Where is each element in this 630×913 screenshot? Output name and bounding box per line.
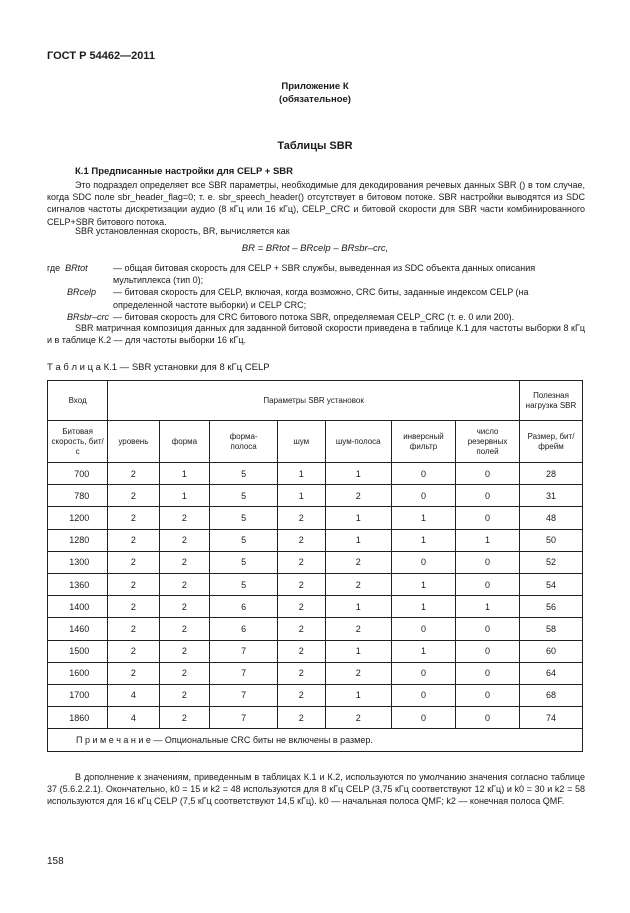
table-cell: 1460 [48, 618, 108, 640]
table-cell: 68 [519, 684, 582, 706]
definition-symbol: BRcelp [67, 287, 97, 298]
table-cell: 2 [277, 507, 325, 529]
table-cell: 2 [108, 529, 159, 551]
table-cell: 2 [277, 684, 325, 706]
table-cell: 0 [391, 684, 455, 706]
table-row [48, 640, 583, 662]
header-params: Параметры SBR установок [108, 381, 520, 421]
table-row [48, 662, 583, 684]
table-cell: 1860 [48, 707, 108, 729]
table-cell: 0 [456, 640, 520, 662]
table-cell: 2 [159, 573, 210, 595]
table-cell: 2 [277, 573, 325, 595]
table-cell: 2 [159, 662, 210, 684]
table-cell: 5 [210, 573, 278, 595]
header-input: Вход [48, 381, 108, 421]
table-cell: 2 [108, 618, 159, 640]
table-cell: 0 [456, 463, 520, 485]
table-row [48, 529, 583, 551]
definition-text: — общая битовая скорость для CELP + SBR службы, выведенная из SDC объекта данных описания мультиплекса (тип 0); [113, 263, 536, 286]
paragraph-intro-text: Это подраздел определяет все SBR параметры, необходимые для декодирования речевых данных SBR () в том случае, когда SDC поле sbr_header_flag=0; т. е. sbr_speech_header() отсутствует в битовом потоке. SBR настройки выводятся из SDC сигналов частоты дискретизации аудио (8 кГц или 16 кГц), CELP_CRC и битовой скорости для SBR части комбинированного CELP+SBR битового потока. [47, 180, 585, 227]
table-cell: 2 [325, 707, 391, 729]
table-cell: 7 [210, 707, 278, 729]
table-cell: 1600 [48, 662, 108, 684]
table-cell: 5 [210, 551, 278, 573]
table-body [48, 463, 583, 752]
table-cell: 5 [210, 463, 278, 485]
table-cell: 1 [325, 463, 391, 485]
table-cell: 31 [519, 485, 582, 507]
table-cell: 0 [456, 662, 520, 684]
table-cell: 1 [325, 507, 391, 529]
table-cell: 0 [456, 485, 520, 507]
table-cell: 1280 [48, 529, 108, 551]
table-cell: 1 [391, 573, 455, 595]
table-row [48, 507, 583, 529]
table-cell: 1200 [48, 507, 108, 529]
table-cell: 0 [456, 551, 520, 573]
table-cell: 74 [519, 707, 582, 729]
table-cell: 7 [210, 640, 278, 662]
table-cell: 1 [456, 529, 520, 551]
annex-status: (обязательное) [279, 94, 351, 105]
table-cell: 1 [391, 529, 455, 551]
table-cell: 56 [519, 596, 582, 618]
table-cell: 2 [159, 529, 210, 551]
table-cell: 50 [519, 529, 582, 551]
table-row [48, 573, 583, 595]
table-cell: 6 [210, 618, 278, 640]
definition-prefix: где [47, 263, 61, 273]
table-cell: 2 [159, 640, 210, 662]
table-cell: 2 [277, 596, 325, 618]
subsection-title: К.1 Предписанные настройки для CELP + SBR [75, 166, 294, 177]
paragraph-intro [47, 179, 585, 228]
table-cell: 0 [391, 485, 455, 507]
table-cell: 6 [210, 596, 278, 618]
paragraph-defaults: В дополнение к значениям, приведенным в таблицах К.1 и К.2, используются по умолчанию значения согласно таблице 37 (5.6.2.2.1). Окончательно, k0 = 15 и k2 = 48 используются для 8 кГц CELP (3,75 кГц соответствуют 12 кГц) и k0 = 30 и k2 = 58 используются для 16 кГц CELP (7,5 кГц соответствуют 14,5 кГц). k0 — начальная полоса QMF; k2 — конечная полоса QMF. [47, 772, 585, 807]
table-cell: 5 [210, 507, 278, 529]
paragraph-rate: SBR установленная скорость, BR, вычисляется как [75, 226, 290, 236]
table-cell: 2 [108, 596, 159, 618]
table-cell: 0 [456, 507, 520, 529]
col-shape: форма [159, 421, 210, 463]
table-cell: 2 [277, 707, 325, 729]
table-cell: 1300 [48, 551, 108, 573]
table-cell: 1500 [48, 640, 108, 662]
definition-row [47, 262, 585, 286]
table-note-row [48, 729, 583, 752]
table-cell: 2 [277, 662, 325, 684]
definition-symbol: BRsbr–crc [67, 311, 110, 322]
table-cell: 2 [108, 551, 159, 573]
definition-symbol: BRtot [65, 263, 88, 273]
table-row [48, 463, 583, 485]
definition-label [47, 286, 113, 310]
table-cell: 60 [519, 640, 582, 662]
definitions [47, 262, 585, 323]
table-cell: 0 [391, 662, 455, 684]
col-inverse-filter: инверсный фильтр [391, 421, 455, 463]
col-size: Размер, бит/фрейм [519, 421, 582, 463]
table-cell: 0 [391, 463, 455, 485]
table-row [48, 485, 583, 507]
table-cell: 2 [108, 463, 159, 485]
table-cell: 1360 [48, 573, 108, 595]
table-cell: 2 [159, 618, 210, 640]
paragraph-matrix: SBR матричная композиция данных для заданной битовой скорости приведена в таблице К.1 для частоты выборки 8 кГц и в таблице К.2 — для частоты выборки 16 кГц. [47, 323, 585, 346]
table-cell: 1 [391, 507, 455, 529]
table-cell: 0 [456, 684, 520, 706]
table-cell: 1 [277, 463, 325, 485]
table-cell: 7 [210, 662, 278, 684]
table-cell: 64 [519, 662, 582, 684]
section-title: Таблицы SBR [277, 140, 353, 152]
table-cell: 2 [159, 596, 210, 618]
table-cell: 780 [48, 485, 108, 507]
table-cell: 1 [391, 596, 455, 618]
table-row [48, 596, 583, 618]
sbr-table [47, 380, 583, 752]
annex-heading [0, 80, 630, 106]
table-cell: 48 [519, 507, 582, 529]
table-cell: 1700 [48, 684, 108, 706]
definition-text: — битовая скорость для CRC битового потока SBR, определяемая CELP_CRC (т. е. 0 или 200). [113, 311, 515, 322]
table-cell: 2 [277, 618, 325, 640]
table-cell: 1 [391, 640, 455, 662]
table-cell: 2 [159, 707, 210, 729]
table-cell: 2 [108, 507, 159, 529]
table-cell: 4 [108, 684, 159, 706]
table-cell: 1 [159, 463, 210, 485]
document-header: ГОСТ Р 54462—2011 [47, 50, 155, 62]
formula: BR = BRtot – BRcelp – BRsbr–crc, [241, 243, 389, 254]
table-cell: 0 [391, 551, 455, 573]
table-cell: 1 [325, 640, 391, 662]
definition-row [47, 286, 585, 310]
table-note: П р и м е ч а н и е — Опциональные CRC биты не включены в размер. [48, 729, 583, 752]
table-cell: 1 [159, 485, 210, 507]
definition-label [47, 262, 113, 286]
table-cell: 2 [325, 551, 391, 573]
col-level: уровень [108, 421, 159, 463]
table-cell: 0 [456, 618, 520, 640]
annex-title: Приложение К [281, 81, 349, 92]
table-cell: 1 [456, 596, 520, 618]
table-cell: 28 [519, 463, 582, 485]
header-payload: Полезная нагрузка SBR [519, 381, 582, 421]
table-cell: 1 [277, 485, 325, 507]
col-reserve-fields: число резервных полей [456, 421, 520, 463]
table-cell: 2 [108, 640, 159, 662]
col-shape-band: форма-полоса [210, 421, 278, 463]
table-cell: 2 [325, 618, 391, 640]
table-cell: 7 [210, 684, 278, 706]
table-caption: Т а б л и ц а К.1 — SBR установки для 8 кГц CELP [47, 362, 270, 373]
definition-text: — битовая скорость для CELP, включая, когда возможно, CRC биты, заданные индексом CELP (на определенной частоте выборки) и CELP CRC; [113, 287, 529, 310]
table-cell: 2 [277, 551, 325, 573]
table-cell: 54 [519, 573, 582, 595]
table-cell: 2 [159, 684, 210, 706]
table-cell: 58 [519, 618, 582, 640]
table-cell: 2 [159, 551, 210, 573]
table-cell: 2 [108, 662, 159, 684]
table-row [48, 707, 583, 729]
col-noise-band: шум-полоса [325, 421, 391, 463]
table-cell: 0 [391, 707, 455, 729]
table-cell: 4 [108, 707, 159, 729]
table-row [48, 684, 583, 706]
table-cell: 2 [277, 640, 325, 662]
col-noise: шум [277, 421, 325, 463]
table-cell: 2 [325, 573, 391, 595]
table-cell: 52 [519, 551, 582, 573]
table-cell: 2 [108, 573, 159, 595]
table-cell: 700 [48, 463, 108, 485]
table-cell: 5 [210, 485, 278, 507]
page-number: 158 [47, 856, 64, 867]
table-cell: 2 [159, 507, 210, 529]
table-row [48, 618, 583, 640]
table-cell: 0 [391, 618, 455, 640]
table-cell: 2 [325, 662, 391, 684]
table-cell: 2 [277, 529, 325, 551]
table-cell: 0 [456, 707, 520, 729]
table-cell: 2 [325, 485, 391, 507]
table-cell: 1 [325, 529, 391, 551]
table-cell: 1 [325, 596, 391, 618]
table-cell: 1400 [48, 596, 108, 618]
table-cell: 1 [325, 684, 391, 706]
table-cell: 2 [108, 485, 159, 507]
table-row [48, 551, 583, 573]
table-cell: 5 [210, 529, 278, 551]
col-bitrate: Битовая скорость, бит/с [48, 421, 108, 463]
table-cell: 0 [456, 573, 520, 595]
